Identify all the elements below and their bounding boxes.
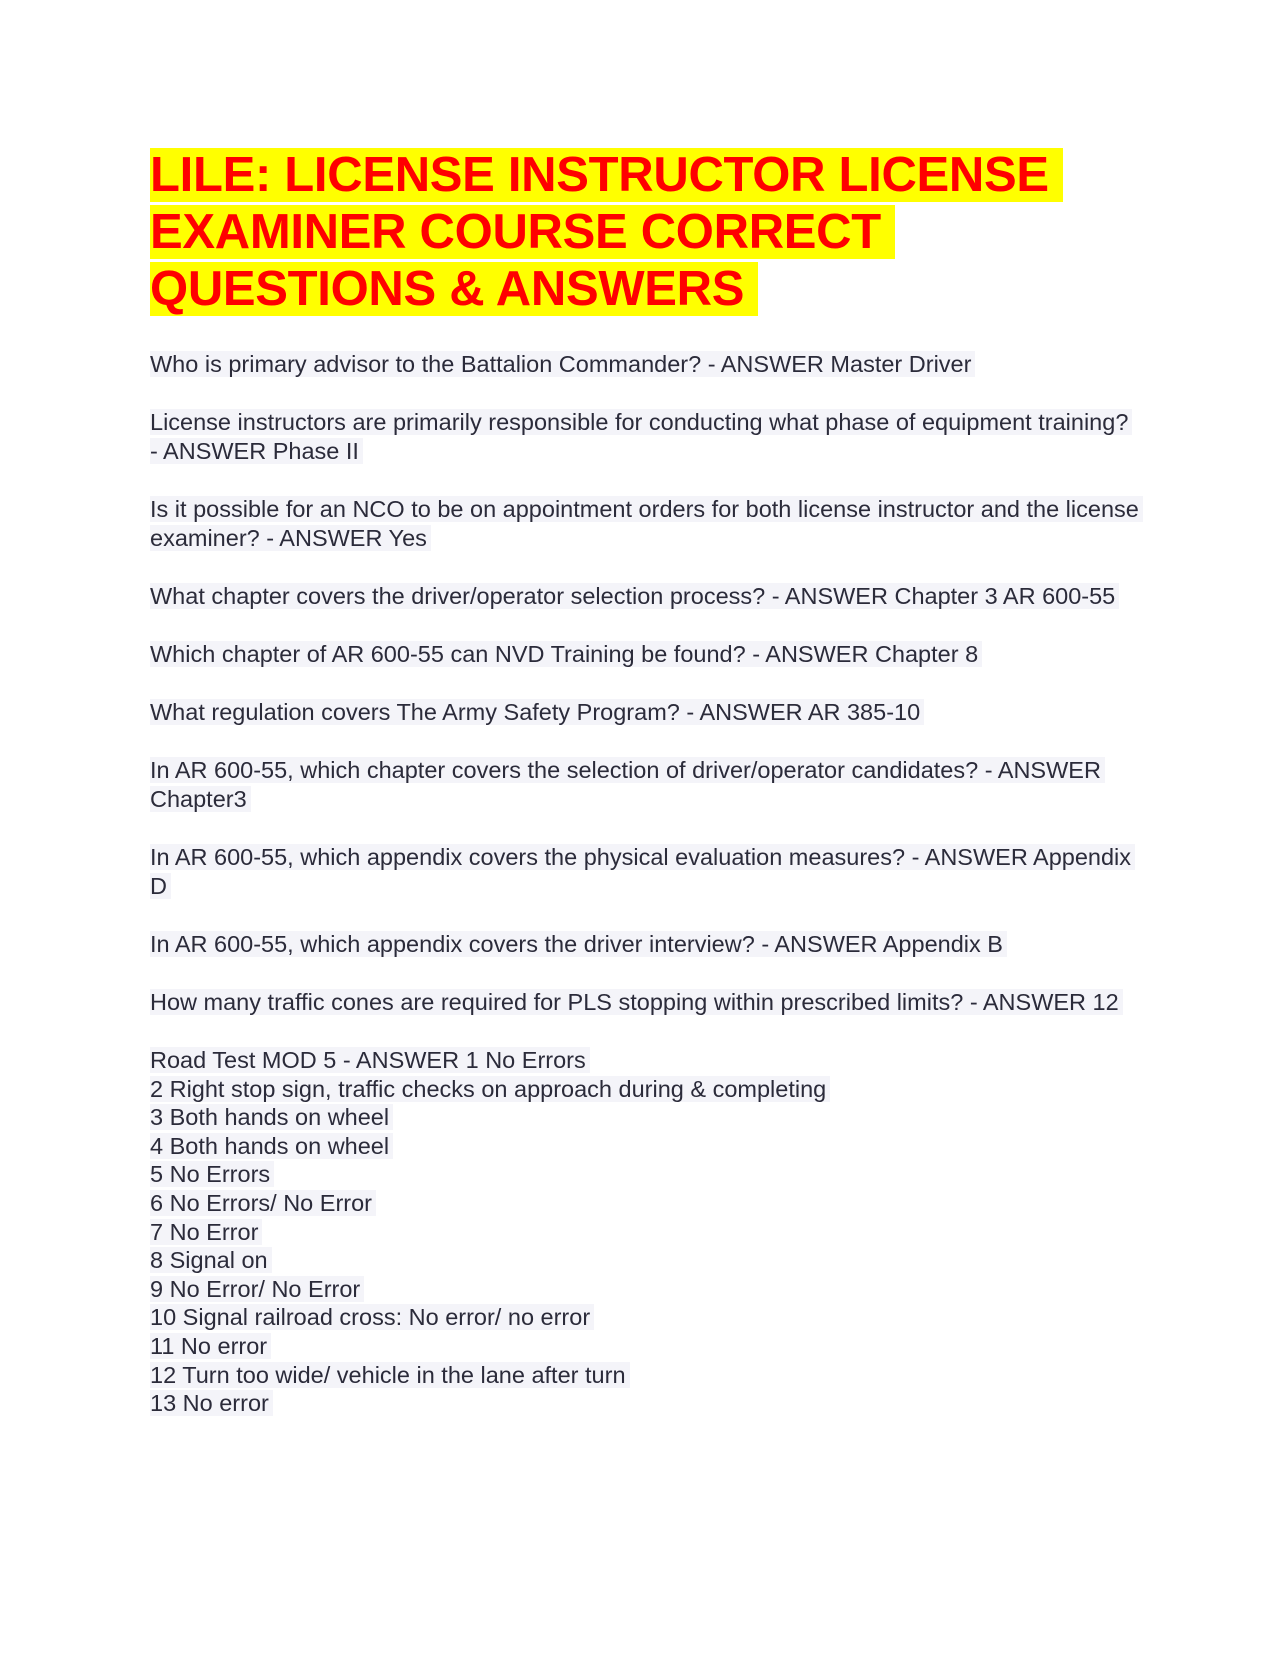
road-test-line: 5 No Errors — [150, 1161, 274, 1187]
document-page — [150, 147, 1140, 1418]
qa-text: Who is primary advisor to the Battalion Commander? - ANSWER Master Driver — [150, 351, 975, 377]
qa-text: In AR 600-55, which appendix covers the physical evaluation measures? - ANSWER Appendix D — [150, 844, 1135, 899]
road-test-line: Road Test MOD 5 - ANSWER 1 No Errors — [150, 1047, 590, 1073]
road-test-line: 3 Both hands on wheel — [150, 1104, 393, 1130]
road-test-line: 10 Signal railroad cross: No error/ no error — [150, 1304, 594, 1330]
qa-text: Is it possible for an NCO to be on appointment orders for both license instructor and the license examiner? - ANSWER Yes — [150, 496, 1143, 551]
document-title — [150, 147, 1140, 318]
qa-list — [150, 350, 1140, 1418]
road-test-line: 6 No Errors/ No Error — [150, 1190, 376, 1216]
road-test-line: 9 No Error/ No Error — [150, 1276, 364, 1302]
road-test-line: 2 Right stop sign, traffic checks on approach during & completing — [150, 1076, 830, 1102]
qa-item — [150, 350, 1140, 379]
qa-text: Which chapter of AR 600-55 can NVD Training be found? - ANSWER Chapter 8 — [150, 641, 982, 667]
qa-item — [150, 698, 1140, 727]
qa-item — [150, 408, 1140, 466]
qa-item — [150, 756, 1140, 814]
qa-text: License instructors are primarily responsible for conducting what phase of equipment training? - ANSWER Phase II — [150, 409, 1132, 464]
qa-item — [150, 930, 1140, 959]
qa-text: In AR 600-55, which chapter covers the selection of driver/operator candidates? - ANSWER Chapter3 — [150, 757, 1105, 812]
road-test-line: 7 No Error — [150, 1219, 262, 1245]
title-line-1: LILE: LICENSE INSTRUCTOR LICENSE — [150, 148, 1063, 202]
qa-text: How many traffic cones are required for PLS stopping within prescribed limits? - ANSWER 12 — [150, 989, 1123, 1015]
road-test-line: 11 No error — [150, 1333, 271, 1359]
road-test-line: 8 Signal on — [150, 1247, 272, 1273]
qa-item — [150, 640, 1140, 669]
qa-item — [150, 582, 1140, 611]
road-test-line: 12 Turn too wide/ vehicle in the lane after turn — [150, 1362, 630, 1388]
qa-item — [150, 843, 1140, 901]
road-test-line: 4 Both hands on wheel — [150, 1133, 393, 1159]
qa-item — [150, 495, 1140, 553]
qa-text: What chapter covers the driver/operator selection process? - ANSWER Chapter 3 AR 600-55 — [150, 583, 1119, 609]
title-line-3: QUESTIONS & ANSWERS — [150, 262, 758, 316]
road-test-line: 13 No error — [150, 1390, 273, 1416]
road-test-block — [150, 1046, 1140, 1418]
qa-text: What regulation covers The Army Safety Program? - ANSWER AR 385-10 — [150, 699, 924, 725]
qa-text: In AR 600-55, which appendix covers the driver interview? - ANSWER Appendix B — [150, 931, 1007, 957]
qa-item — [150, 988, 1140, 1017]
title-line-2: EXAMINER COURSE CORRECT — [150, 205, 895, 259]
